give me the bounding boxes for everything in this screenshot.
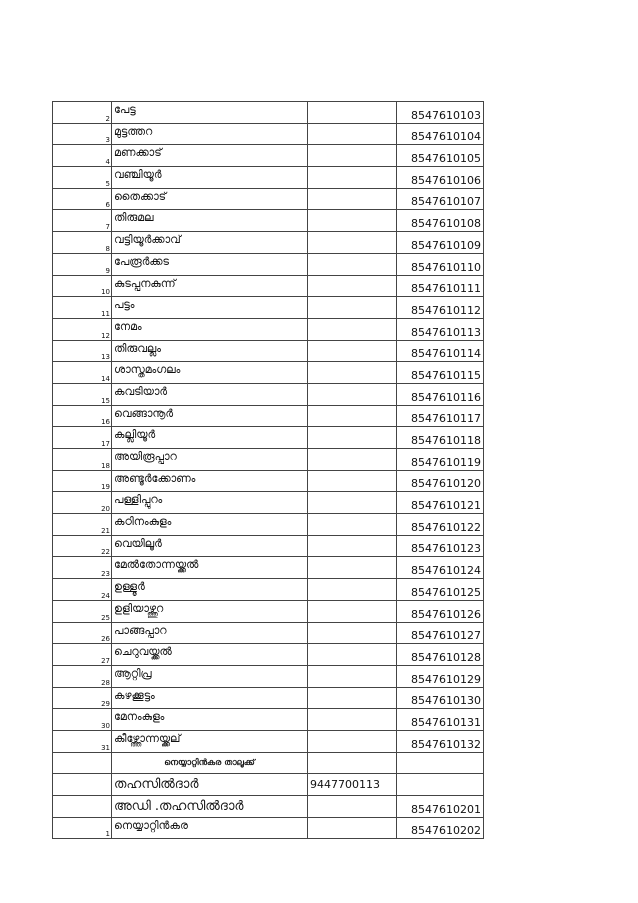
blank-cell [308, 557, 397, 579]
phone-number: 8547610108 [397, 210, 484, 232]
phone-number: 8547610125 [397, 579, 484, 601]
phone-number: 8547610122 [397, 514, 484, 536]
table-row [53, 665, 484, 687]
phone-number: 8547610118 [397, 427, 484, 449]
phone-number: 8547610132 [397, 730, 484, 752]
office-name: പള്ളിപ്പുറം [112, 492, 308, 514]
phone-number: 8547610113 [397, 318, 484, 340]
office-name: കുടപ്പനകുന്ന് [112, 275, 308, 297]
table-row [53, 210, 484, 232]
table-row [53, 600, 484, 622]
row-number: 2 [53, 102, 112, 124]
office-name: പേരൂർക്കട [112, 253, 308, 275]
phone-number: 8547610104 [397, 123, 484, 145]
table-row [53, 622, 484, 644]
row-number: 22 [53, 535, 112, 557]
blank-cell [308, 340, 397, 362]
phone-cell [397, 774, 484, 796]
blank-cell [308, 297, 397, 319]
office-name: വഞ്ചിയൂർ [112, 167, 308, 189]
row-number: 25 [53, 600, 112, 622]
blank-cell [308, 275, 397, 297]
table-row [53, 275, 484, 297]
phone-number: 8547610124 [397, 557, 484, 579]
row-number: 14 [53, 362, 112, 384]
row-number: 31 [53, 730, 112, 752]
blank-cell [308, 796, 397, 818]
row-number: 13 [53, 340, 112, 362]
phone-number: 8547610131 [397, 709, 484, 731]
blank-cell [308, 449, 397, 471]
table-row [53, 383, 484, 405]
row-number: 23 [53, 557, 112, 579]
blank-cell [308, 210, 397, 232]
table-row [53, 145, 484, 167]
row-number-cell [53, 752, 112, 774]
phone-number: 8547610111 [397, 275, 484, 297]
blank-cell [308, 752, 397, 774]
office-name: നേമം [112, 318, 308, 340]
row-number: 16 [53, 405, 112, 427]
table-row [53, 579, 484, 601]
blank-cell [308, 579, 397, 601]
row-number: 6 [53, 188, 112, 210]
phone-number: 8547610116 [397, 383, 484, 405]
blank-cell [308, 665, 397, 687]
blank-cell [308, 492, 397, 514]
table-row [53, 644, 484, 666]
phone-number: 8547610129 [397, 665, 484, 687]
taluk-header: നെയ്യാറ്റിൻകര താലൂക്ക് [112, 752, 308, 774]
row-number: 26 [53, 622, 112, 644]
table-body [53, 102, 484, 839]
blank-cell [308, 600, 397, 622]
table-row [53, 730, 484, 752]
blank-cell [308, 318, 397, 340]
office-name: തിരുവല്ലം [112, 340, 308, 362]
addl-tahsildar-label: അഡി .തഹസിൽദാർ [112, 796, 308, 818]
table-row [53, 123, 484, 145]
phone-number: 8547610114 [397, 340, 484, 362]
row-number: 24 [53, 579, 112, 601]
blank-cell [308, 405, 397, 427]
addl-tahsildar-row [53, 796, 484, 818]
table-row [53, 340, 484, 362]
blank-cell [308, 535, 397, 557]
table-row [53, 427, 484, 449]
table-row [53, 318, 484, 340]
row-number: 18 [53, 449, 112, 471]
row-number: 30 [53, 709, 112, 731]
table-row [53, 557, 484, 579]
row-number: 28 [53, 665, 112, 687]
village-row [53, 817, 484, 839]
office-name: മേൽതോന്നയ്ക്കൽ [112, 557, 308, 579]
office-name: കഠിനംകുളം [112, 514, 308, 536]
phone-number: 8547610103 [397, 102, 484, 124]
table-row [53, 253, 484, 275]
phone-number: 8547610130 [397, 687, 484, 709]
blank-cell [308, 644, 397, 666]
office-name: പേട്ട [112, 102, 308, 124]
phone-number: 8547610119 [397, 449, 484, 471]
office-name: മേനംകുളം [112, 709, 308, 731]
table-row [53, 362, 484, 384]
table-row [53, 514, 484, 536]
table-row [53, 709, 484, 731]
office-name: തൈക്കാട് [112, 188, 308, 210]
phone-number: 8547610112 [397, 297, 484, 319]
office-name: ശാസ്തമംഗലം [112, 362, 308, 384]
row-number: 7 [53, 210, 112, 232]
section-header-row [53, 752, 484, 774]
phone-number: 8547610115 [397, 362, 484, 384]
table-row [53, 492, 484, 514]
table-row [53, 449, 484, 471]
blank-cell [308, 232, 397, 254]
row-number-cell [53, 796, 112, 818]
row-number: 15 [53, 383, 112, 405]
row-number: 27 [53, 644, 112, 666]
phone-cell [397, 752, 484, 774]
office-name: വെങ്ങാനൂർ [112, 405, 308, 427]
phone-number: 8547610109 [397, 232, 484, 254]
office-name: കല്ലിയൂർ [112, 427, 308, 449]
office-name: പട്ടം [112, 297, 308, 319]
office-name: കഴക്കൂട്ടം [112, 687, 308, 709]
phone-number: 8547610107 [397, 188, 484, 210]
phone-number: 8547610123 [397, 535, 484, 557]
tahsildar-phone: 9447700113 [308, 774, 397, 796]
table-row [53, 232, 484, 254]
phone-number: 8547610127 [397, 622, 484, 644]
office-name: വട്ടിയൂർക്കാവ് [112, 232, 308, 254]
table-row [53, 167, 484, 189]
village-name: നെയ്യാറ്റിൻകര [112, 817, 308, 839]
office-name: പാങ്ങപ്പാറ [112, 622, 308, 644]
blank-cell [308, 145, 397, 167]
row-number: 5 [53, 167, 112, 189]
village-phone: 8547610202 [397, 817, 484, 839]
table-row [53, 297, 484, 319]
table-row [53, 535, 484, 557]
blank-cell [308, 622, 397, 644]
blank-cell [308, 470, 397, 492]
blank-cell [308, 687, 397, 709]
office-name: മണക്കാട് [112, 145, 308, 167]
row-number: 29 [53, 687, 112, 709]
blank-cell [308, 709, 397, 731]
row-number: 4 [53, 145, 112, 167]
blank-cell [308, 730, 397, 752]
table-row [53, 687, 484, 709]
row-number: 9 [53, 253, 112, 275]
blank-cell [308, 427, 397, 449]
row-number: 12 [53, 318, 112, 340]
office-name: കവടിയാർ [112, 383, 308, 405]
tahsildar-label: തഹസിൽദാർ [112, 774, 308, 796]
row-number: 3 [53, 123, 112, 145]
phone-number: 8547610126 [397, 600, 484, 622]
contact-table [52, 101, 484, 839]
office-name: അയിരൂപ്പാറ [112, 449, 308, 471]
phone-number: 8547610110 [397, 253, 484, 275]
phone-number: 8547610117 [397, 405, 484, 427]
row-number: 20 [53, 492, 112, 514]
phone-number: 8547610121 [397, 492, 484, 514]
office-name: ഉളിയാഴ്ത്തുറ [112, 600, 308, 622]
row-number: 8 [53, 232, 112, 254]
blank-cell [308, 383, 397, 405]
row-number: 10 [53, 275, 112, 297]
blank-cell [308, 362, 397, 384]
blank-cell [308, 253, 397, 275]
blank-cell [308, 188, 397, 210]
row-number: 11 [53, 297, 112, 319]
table-row [53, 470, 484, 492]
blank-cell [308, 514, 397, 536]
office-name: ആറ്റിപ്ര [112, 665, 308, 687]
office-name: കീഴ്ത്തോന്നയ്ക്കല് [112, 730, 308, 752]
phone-number: 8547610128 [397, 644, 484, 666]
blank-cell [308, 123, 397, 145]
blank-cell [308, 817, 397, 839]
phone-number: 8547610106 [397, 167, 484, 189]
row-number: 19 [53, 470, 112, 492]
table-row [53, 188, 484, 210]
phone-number: 8547610105 [397, 145, 484, 167]
row-number: 21 [53, 514, 112, 536]
phone-number: 8547610120 [397, 470, 484, 492]
office-name: തിരുമല [112, 210, 308, 232]
office-name: വെയിലൂർ [112, 535, 308, 557]
blank-cell [308, 167, 397, 189]
table-row [53, 405, 484, 427]
addl-tahsildar-phone: 8547610201 [397, 796, 484, 818]
office-name: മുട്ടത്തറ [112, 123, 308, 145]
tahsildar-row [53, 774, 484, 796]
row-number: 17 [53, 427, 112, 449]
office-name: അണ്ടൂർക്കോണം [112, 470, 308, 492]
office-name: ചെറുവയ്ക്കൽ [112, 644, 308, 666]
office-name: ഉള്ളൂർ [112, 579, 308, 601]
table-row [53, 102, 484, 124]
row-number-cell [53, 774, 112, 796]
row-number: 1 [53, 817, 112, 839]
blank-cell [308, 102, 397, 124]
